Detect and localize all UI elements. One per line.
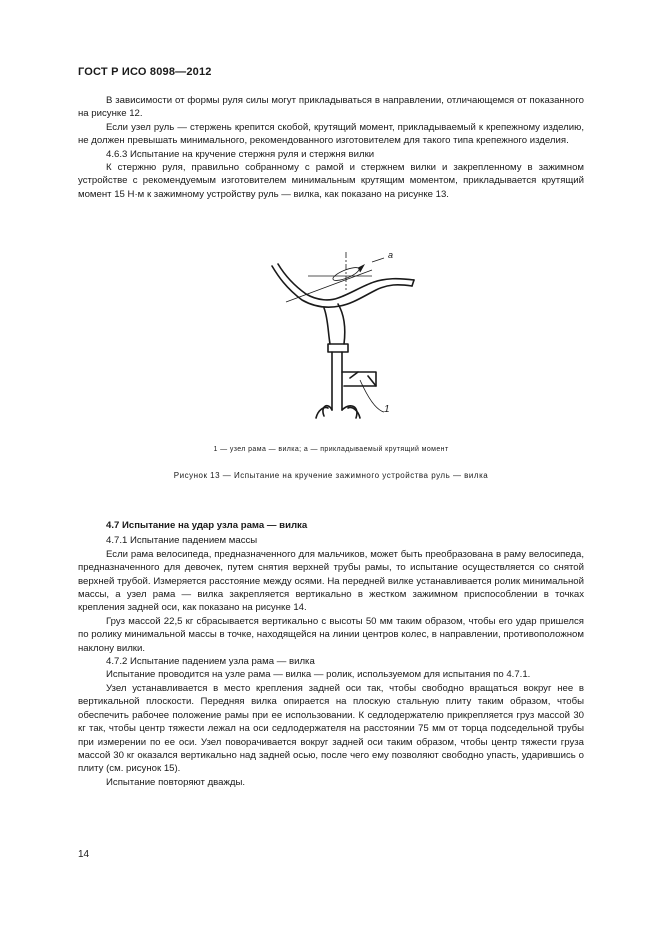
handlebar-end-right	[412, 280, 414, 286]
stem-outline	[324, 308, 330, 344]
paragraph: Если рама велосипеда, предназначенного для мальчиков, может быть преобразована в раму велосипеда, предназначенного для девочек, путем снятия верхней трубы рамы, то испытание осуществляется со снятой верхней трубой. Измеряется расстояние между осями. На передней вилке устанавливается ролик минимальной массы, а узел рама — вилка закрепляется вертикально в жестком зажимном приспособлении в точках крепления задней оси, как показано на рисунке 14.	[78, 548, 584, 614]
handlebar-torsion-figure	[264, 246, 424, 436]
figure-caption: Рисунок 13 — Испытание на кручение зажимного устройства руль — вилка	[173, 471, 489, 480]
paragraph: К стержню руля, правильно собранному с рамой и стержнем вилки и закрепленному в зажимном устройстве с рекомендуемым изготовителем минимальным крутящим моментом, прикладывается крутящий момент 15 Н·м к зажимному устройству руль — вилка, как показано на рисунке 13.	[78, 162, 584, 200]
handlebar-outline	[272, 266, 412, 307]
axis-line-diagonal	[286, 270, 372, 302]
stem-outline-inner	[338, 304, 345, 344]
steerer-tube	[332, 352, 342, 410]
subsection-heading: 4.7.2 Испытание падением узла рама — вилка	[106, 656, 315, 668]
page-number: 14	[78, 849, 90, 860]
document-header: ГОСТ Р ИСО 8098—2012	[78, 66, 212, 78]
text-block-top	[78, 94, 584, 201]
section-heading: 4.7 Испытание на удар узла рама — вилка	[106, 520, 308, 531]
paragraph: Если узел руль — стержень крепится скобой, крутящий момент, прикладываемый к крепежному изделию, не должен превышать минимального, рекомендованного изготовителем для такого типа крепежного изделия.	[78, 121, 584, 147]
subsection-heading: 4.7.1 Испытание падением массы	[106, 535, 258, 547]
paragraph: Груз массой 22,5 кг сбрасывается вертикально с высоты 50 мм таким образом, чтобы его удар пришелся по ролику минимальной массы в точке, находящейся на линии центров колес, в направлении, противоположном наклону вилки.	[78, 615, 584, 654]
label-1: 1	[384, 404, 390, 415]
figure-legend: 1 — узел рама — вилка; a — прикладываемый крутящий момент	[213, 446, 449, 453]
paragraph: Испытание повторяют дважды.	[106, 776, 246, 788]
paragraph: В зависимости от формы руля силы могут прикладываться в направлении, отличающемся от показанного на рисунке 12.	[78, 95, 584, 120]
text-block-bottom	[78, 515, 584, 789]
label-1-leader	[360, 380, 384, 412]
label-a: a	[388, 250, 394, 260]
paragraph: Узел устанавливается в место крепления задней оси так, чтобы свободно вращаться вокруг нее в вертикальной плоскости. Передняя вилка опирается на плоскую стальную плиту таким образом, чтобы обеспечить рабочее положение рамы при ее использовании. К седлодержателю прикрепляется груз массой 30 кг так, чтобы центр тяжести лежал на оси седлодержателя на расстоянии 75 мм от торца подседельной трубы при измерении по ее оси. Узел поворачивается вокруг задней оси таким образом, чтобы центр тяжести груза массой 30 кг оказался вертикально над задней осью, после чего ему позволяют свободно упасть, ударившись о плиту (см. рисунок 15).	[78, 682, 584, 775]
label-a-leader	[372, 258, 384, 262]
stem-clamp	[328, 344, 348, 352]
paragraph: Испытание проводится на узле рама — вилка — ролик, используемом для испытания по 4.7.1.	[106, 669, 531, 681]
subsection-heading: 4.6.3 Испытание на кручение стержня руля и стержня вилки	[106, 148, 375, 160]
torque-arrow	[358, 265, 364, 272]
